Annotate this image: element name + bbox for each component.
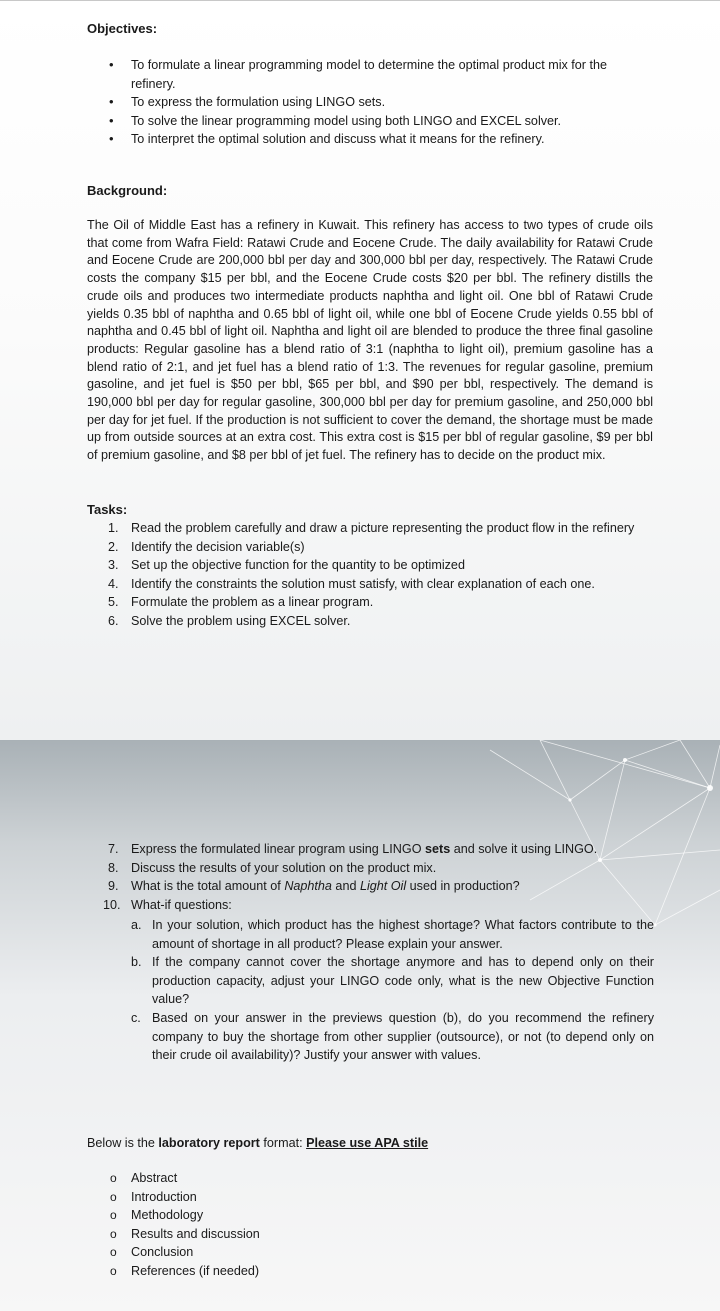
bullet-icon: • [109, 112, 114, 128]
circle-bullet-icon: o [110, 1189, 117, 1204]
task-item: 10. What-if questions: [103, 897, 232, 912]
objective-item: • To solve the linear programming model using both LINGO and EXCEL solver. [0, 112, 653, 131]
report-section-item: o Results and discussion [0, 1225, 720, 1244]
report-sections-list [0, 1169, 720, 1281]
report-section-item: o Introduction [0, 1188, 720, 1207]
bullet-icon: • [109, 57, 114, 72]
objective-item: • To formulate a linear programming model to determine the optimal product mix for the refinery. [109, 57, 607, 91]
task-item: 8. Discuss the results of your solution on the product mix. [108, 860, 437, 875]
background-heading: Background: [87, 183, 168, 198]
objective-item: • To interpret the optimal solution and discuss what it means for the refinery. [0, 130, 653, 149]
task-item: 5. Formulate the problem as a linear program. [108, 595, 374, 610]
circle-bullet-icon: o [110, 1245, 117, 1260]
what-if-item: b. If the company cannot cover the shortage anymore and has to depend only on their production capacity, adjust your LINGO code only, what is the new Objective Function value? [131, 955, 654, 1007]
tasks-list [0, 519, 720, 631]
circle-bullet-icon: o [110, 1226, 117, 1241]
task-item: 1. Read the problem carefully and draw a picture representing the product flow in the refinery [108, 521, 635, 535]
what-if-item: a. In your solution, which product has the highest shortage? What factors contribute to the amount of shortage in all product? Please explain your answer. [131, 918, 654, 951]
what-if-item: c. Based on your answer in the previews question (b), do you recommend the refinery company to buy the shortage from other supplier (outsource), or not (to depend only on their crude oil availability)? Justify your answer with values. [131, 1010, 654, 1063]
report-section-item: o References (if needed) [0, 1262, 720, 1281]
tasks-heading: Tasks: [87, 502, 128, 517]
task-item: 6. Solve the problem using EXCEL solver. [108, 613, 351, 628]
bullet-icon: • [109, 131, 114, 147]
tasks-list-continued [0, 840, 720, 914]
bullet-icon: • [109, 94, 114, 110]
circle-bullet-icon: o [110, 1171, 117, 1185]
report-section-item: o Abstract [0, 1169, 720, 1188]
what-if-list [0, 916, 720, 1065]
task-item: 2. Identify the decision variable(s) [108, 539, 305, 554]
circle-bullet-icon: o [110, 1208, 117, 1223]
task-item: 4. Identify the constraints the solution must satisfy, with clear explanation of each one. [108, 576, 595, 591]
task-item: 7. Express the formulated linear program using LINGO sets and solve it using LINGO. [108, 842, 598, 856]
circle-bullet-icon: o [110, 1263, 117, 1278]
task-item: 3. Set up the objective function for the quantity to be optimized [108, 558, 465, 573]
objectives-list [0, 56, 720, 149]
objectives-heading: Objectives: [87, 21, 158, 36]
report-section-item: o Methodology [0, 1206, 720, 1225]
background-paragraph: The Oil of Middle East has a refinery in Kuwait. This refinery has access to two types of crude oils that come from Wafra Field: Ratawi Crude and Eocene Crude. The daily availability for Ratawi Crude and Eocene Crude are 200,000 bbl per day and 300,000 bbl per day, respectively. The Ratawi Crude costs the company $15 per bbl, and the Eocene Crude costs $20 per bbl. The refinery distills the crude oils and produces two intermediate products naphtha and light oil. One bbl of Ratawi Crude yields 0.35 bbl of naphtha and 0.65 bbl of light oil, while one bbl of Eocene Crude yields 0.55 bbl of naphtha and 0.45 bbl of light oil. Naphtha and light oil are blended to produce the three final gasoline products: Regular gasoline has a blend ratio of 3:1 (naphtha to light oil), premium gasoline has a blend ratio of 2:1, and jet fuel has a blend ratio of 1:3. The revenues for regular gasoline, premium gasoline, and jet fuel is $50 per bbl, $65 per bbl, and $90 per bbl, respectively. The demand is 190,000 bbl per day for regular gasoline, 300,000 bbl per day for premium gasoline, and 250,000 bbl per day for jet fuel. If the production is not sufficient to cover the demand, the shortage must be made up from outside sources at an extra cost. This extra cost is $15 per bbl of regular gasoline, $9 per bbl of premium gasoline, and $8 per bbl of jet fuel. The refinery has to decide on the product mix. [87, 218, 653, 463]
objective-item: • To express the formulation using LINGO sets. [0, 93, 653, 112]
report-format-line: Below is the laboratory report format: Please use APA stile [87, 1136, 429, 1150]
task-item: 9. What is the total amount of Naphtha and Light Oil used in production? [108, 879, 520, 894]
report-section-item: o Conclusion [0, 1243, 720, 1262]
